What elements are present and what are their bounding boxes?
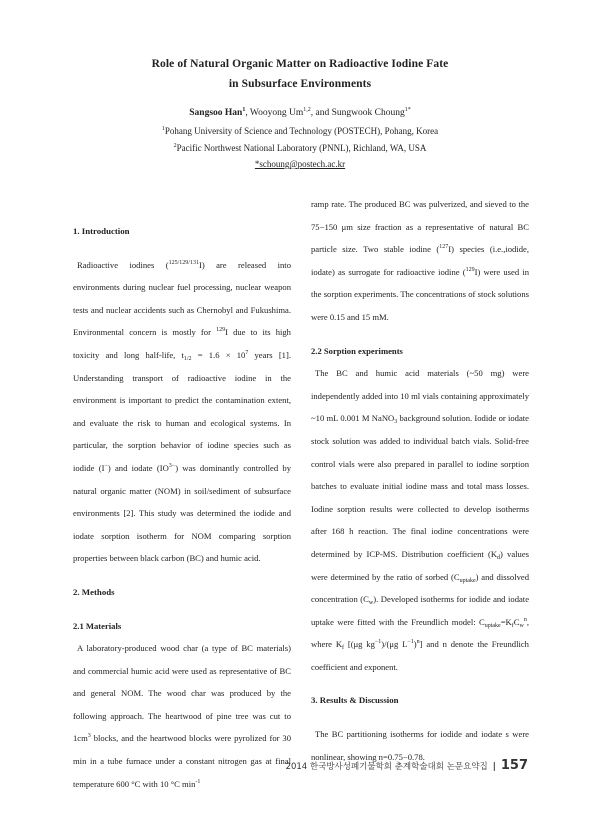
- footer-proceedings-title: 2014 한국방사성폐기물학회 춘계학술대회 논문요약집: [285, 762, 488, 772]
- right-column: [311, 193, 529, 768]
- affiliation-2: [0, 143, 600, 153]
- section-heading-methods: 2. Methods: [73, 586, 115, 597]
- author-1: Sangsoo Han: [189, 108, 243, 118]
- paper-title-line-2: in Subsurface Environments: [228, 78, 372, 90]
- affiliation-1-text: Pohang University of Science and Technology (POSTECH), Pohang, Korea: [164, 126, 439, 136]
- author-2-affil-mark: 1,2: [303, 107, 311, 113]
- introduction-paragraph: Radioactive iodines ($^{125/129/131}$I) are released into environments during nuclear fuel processing, nuclear weapon tests and nuclear accidents such as Chernobyl and Fukushima. Environmental concern is mostly for $^{129}$I due to its high toxicity and long half-life, $t_{1/2} = 1.6 \times 10^7$ years [1]. Understanding transport of radioactive iodine in the environment is important to predict the contamination extent, and evaluate the risk to human and ecological systems. In particular, the sorption behavior of iodine species such as iodide (I−) and iodate $(IO^{3-})$ was dominantly controlled by natural organic matter (NOM) in soil/sediment of subsurface environments [2]. This study was determined the iodide and iodate sorption isotherm for NOM comparing sorption properties between black carbon (BC) and humic acid.: [73, 259, 291, 564]
- affiliation-1: [0, 126, 600, 136]
- paper-title-line-1: Role of Natural Organic Matter on Radioactive Iodine Fate: [151, 58, 449, 70]
- subsection-heading-sorption: 2.2 Sorption experiments: [311, 345, 403, 356]
- subsection-heading-materials: 2.1 Materials: [73, 620, 122, 631]
- results-paragraph: The BC partitioning isotherms for iodide and iodate s were nonlinear, showing n=0.75−0.78.: [311, 729, 529, 762]
- author-separator: ,: [245, 108, 250, 118]
- materials-paragraph-continued: ramp rate. The produced BC was pulverized, and sieved to the 75−150 μm size fraction as a representative of natural BC particle size. Two stable iodine ($^{127}$I) species (i.e.,iodide, iodate) as surrogate for radioactive iodine ($^{129}$I) were used in the sorption experiments. The concentrations of stock solutions were 0.15 and 15 mM.: [311, 199, 530, 322]
- affiliation-1-mark: 1: [161, 126, 165, 132]
- footer-divider: |: [492, 762, 496, 772]
- sorption-paragraph: The BC and humic acid materials (~50 mg) were independently added into 10 ml vials containing approximately ~10 mL 0.001 M NaNO$_3$ background solution. Iodide or iodate stock solution was added to individual batch vials. Solid-free control vials were also prepared in parallel to iodine sorption batches to evaluate initial iodine mass and total mass losses. Iodine sorption results were collected to develop isotherms after 168 h reaction. The final iodine concentrations were determined by ICP-MS. Distribution coefficient $(K_d)$ values were determined by the ratio of sorbed $(C_{uptake})$ and dissolved concentration $(C_w)$. Developed isotherms for iodide and iodate uptake were fitted with the Freundlich model: $C_{uptake}=K_fC_w^n$, where $K_f$ [(μg $kg^{-1})/(\mu g$ $L^{-1})^n$] and n denote the Freundlich coefficient and exponent.: [311, 368, 530, 672]
- page-footer: [286, 758, 528, 773]
- left-column: [73, 220, 291, 795]
- author-3-affil-mark: 1*: [404, 107, 411, 113]
- section-heading-results: 3. Results & Discussion: [311, 695, 399, 706]
- affiliation-2-text: Pacific Northwest National Laboratory (PNNL), Richland, WA, USA: [176, 143, 427, 153]
- page-number: 157: [500, 758, 528, 773]
- section-heading-introduction: 1. Introduction: [73, 226, 130, 236]
- author-1-affil-mark: 1: [242, 107, 246, 113]
- author-list: [0, 108, 600, 118]
- affiliation-2-mark: 2: [173, 143, 177, 149]
- author-separator: , and: [310, 108, 332, 118]
- corresponding-email[interactable]: *schoung@postech.ac.kr: [254, 159, 346, 169]
- author-3: Sungwook Choung: [331, 108, 405, 118]
- author-2: Wooyong Um: [249, 108, 304, 118]
- materials-paragraph: A laboratory-produced wood char (a type of BC materials) and commercial humic acid were used as representative of BC and general NOM. The wood char was produced by the following approach. The heartwood of pine tree was cut to $1cm^3$ blocks, and the heartwood blocks were pyrolized for 30 min in a tube furnace under a constant nitrogen gas at final temperature 600 °C with 10 °C $\min^{-1}$: [73, 643, 291, 789]
